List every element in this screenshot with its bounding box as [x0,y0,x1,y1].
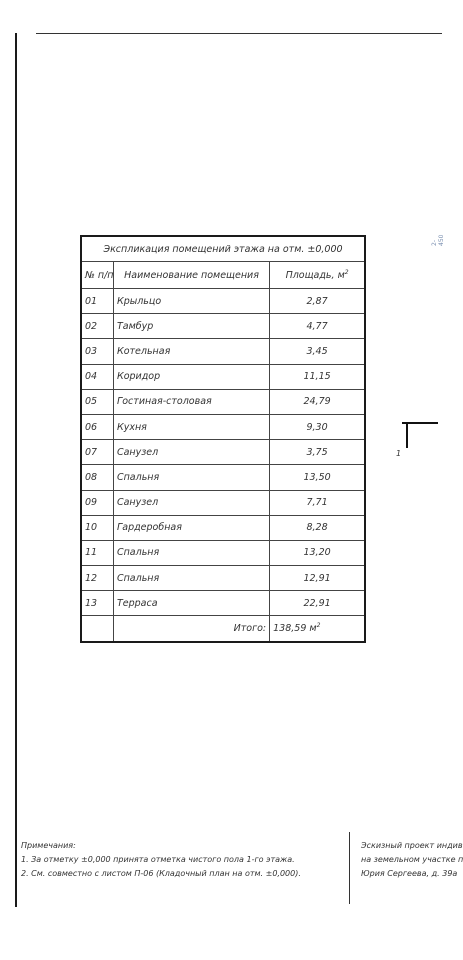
room-area-cell: 3,45 [270,339,365,364]
table-row [81,339,365,364]
room-number-cell: 11 [81,540,113,565]
room-explication-table [80,235,366,643]
room-number-cell: 07 [81,440,113,465]
room-name-cell: Спальня [113,540,269,565]
room-number-cell: 10 [81,515,113,540]
total-value: 138,59 $м^2$ [270,616,365,642]
room-number-cell: 03 [81,339,113,364]
room-area-cell: 8,28 [270,515,365,540]
table-row [81,440,365,465]
drawing-frame-top-border [36,33,442,34]
room-area-cell: 13,20 [270,540,365,565]
room-area-cell: 12,91 [270,566,365,591]
room-name-cell: Гардеробная [113,515,269,540]
table-row [81,289,365,314]
table-row [81,465,365,490]
room-number-cell: 04 [81,364,113,389]
room-number-cell: 09 [81,490,113,515]
title-block-divider [349,832,350,904]
room-number-cell: 06 [81,414,113,439]
room-number-cell: 02 [81,314,113,339]
table-row [81,566,365,591]
table-row [81,591,365,616]
table-body [81,289,365,616]
table-row [81,389,365,414]
header-area: Площадь, $м^2$ [270,262,365,289]
room-name-cell: Санузел [113,440,269,465]
total-row [81,616,365,642]
room-name-cell: Тамбур [113,314,269,339]
room-area-cell: 24,79 [270,389,365,414]
room-area-cell: 11,15 [270,364,365,389]
room-number-cell: 01 [81,289,113,314]
header-room-name: Наименование помещения [113,262,269,289]
room-name-cell: Крыльцо [113,289,269,314]
room-number-cell: 13 [81,591,113,616]
table-title: Экспликация помещений этажа на отм. ±0,000 [81,236,365,262]
room-number-cell: 12 [81,566,113,591]
table-header-row [81,262,365,289]
room-area-cell: 3,75 [270,440,365,465]
title-block-line-1: Эскизный проект индив [361,841,463,850]
room-name-cell: Спальня [113,465,269,490]
table-row [81,414,365,439]
total-empty-cell [81,616,113,642]
room-name-cell: Терраса [113,591,269,616]
note-item-1: 1. За отметку ±0,000 принята отметка чистого пола 1-го этажа. [21,855,295,864]
note-item-2: 2. См. совместно с листом П-06 (Кладочный план на отм. ±0,000). [21,869,301,878]
section-marker-vertical-line [406,422,408,448]
drawing-frame-left-border [15,33,17,907]
room-name-cell: Кухня [113,414,269,439]
title-block-text [361,839,463,881]
room-name-cell: Котельная [113,339,269,364]
room-area-cell: 7,71 [270,490,365,515]
section-cut-marker [396,420,442,460]
table-row [81,490,365,515]
room-area-cell: 13,50 [270,465,365,490]
room-name-cell: Гостиная-столовая [113,389,269,414]
notes-block [21,839,341,881]
room-number-cell: 05 [81,389,113,414]
section-marker-label: 1 [396,449,402,458]
table-row [81,540,365,565]
room-area-cell: 4,77 [270,314,365,339]
room-area-cell: 22,91 [270,591,365,616]
table-row [81,364,365,389]
title-block-line-2: на земельном участке п [361,855,463,864]
header-number: № п/п [81,262,113,289]
title-block-line-3: Юрия Сергеева, д. 39а [361,869,458,878]
table-row [81,314,365,339]
notes-heading: Примечания: [21,841,76,850]
room-area-cell: 2,87 [270,289,365,314]
room-name-cell: Санузел [113,490,269,515]
room-number-cell: 08 [81,465,113,490]
table-row [81,515,365,540]
edge-dimension-tag: 2-450 [431,234,445,246]
room-name-cell: Коридор [113,364,269,389]
room-name-cell: Спальня [113,566,269,591]
room-area-cell: 9,30 [270,414,365,439]
total-label: Итого: [113,616,269,642]
